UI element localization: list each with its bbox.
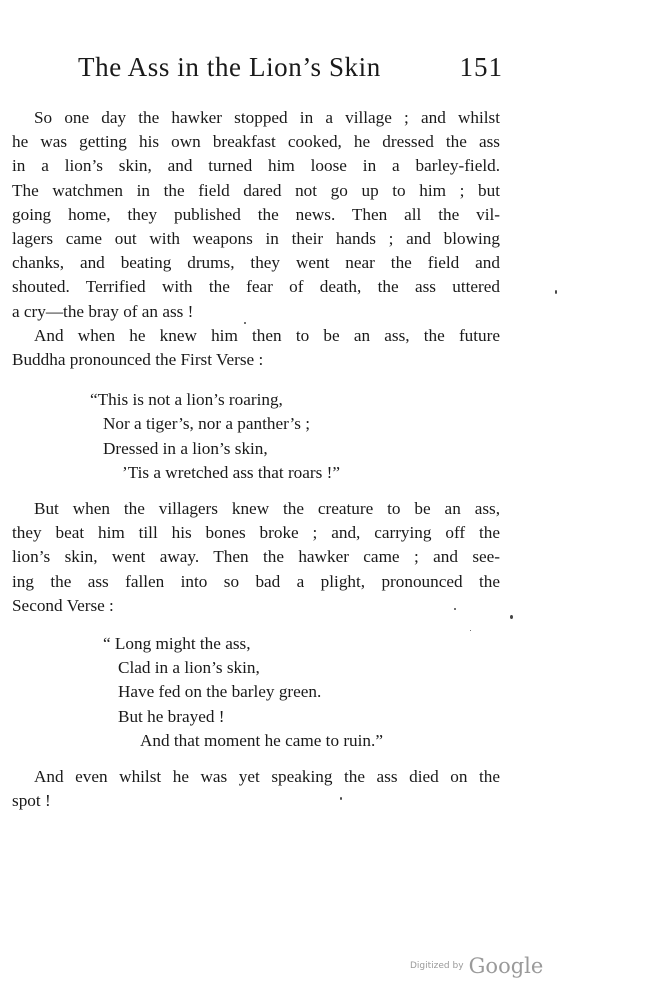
text-line: lagers came out with weapons in their hands ; and blowing <box>12 229 500 249</box>
page-title: The Ass in the Lion’s Skin <box>78 52 381 82</box>
verse-line: Nor a tiger’s, nor a panther’s ; <box>103 414 310 434</box>
scan-speck <box>510 615 513 619</box>
text-line: But when the villagers knew the creature to be an ass, <box>34 499 500 519</box>
text-line: they beat him till his bones broke ; and, carrying off the <box>12 523 500 543</box>
paragraph-2 <box>12 324 500 372</box>
text-line: going home, they published the news. Then all the vil- <box>12 204 500 224</box>
text-line: chanks, and beating drums, they went near the field and <box>12 253 500 273</box>
verse-line: Have fed on the barley green. <box>118 682 322 702</box>
verse-line: “This is not a lion’s roaring, <box>90 390 283 410</box>
text-line: ing the ass fallen into so bad a plight, pronounced the <box>12 571 500 591</box>
paragraph-3 <box>12 497 500 618</box>
text-line: he was getting his own breakfast cooked, he dressed the ass <box>12 132 500 152</box>
scan-speck <box>555 290 557 294</box>
text-line: a cry—the bray of an ass ! <box>12 301 194 321</box>
first-verse <box>12 388 500 485</box>
text-line: And when he knew him then to be an ass, the future <box>34 325 500 345</box>
verse-line: And that moment he came to ruin.” <box>140 730 383 750</box>
digitized-by-label: Digitized by <box>410 961 464 971</box>
body-text <box>12 106 500 813</box>
text-line: The watchmen in the field dared not go up to him ; but <box>12 180 500 200</box>
text-line: Buddha pronounced the First Verse : <box>12 350 264 370</box>
paragraph-4 <box>12 765 500 813</box>
text-line: Second Verse : <box>12 595 114 615</box>
verse-line: Clad in a lion’s skin, <box>118 658 260 678</box>
page-number: 151 <box>459 52 503 82</box>
scan-speck <box>454 608 456 610</box>
google-logo: Google <box>468 954 544 978</box>
text-line: spot ! <box>12 791 51 811</box>
second-verse <box>12 632 500 753</box>
text-line: lion’s skin, went away. Then the hawker came ; and see- <box>12 547 500 567</box>
verse-line: ’Tis a wretched ass that roars !” <box>122 462 340 482</box>
scan-speck <box>340 797 342 800</box>
text-line: in a lion’s skin, and turned him loose in a barley-field. <box>12 156 500 176</box>
verse-line: “ Long might the ass, <box>103 634 251 654</box>
paragraph-1 <box>12 106 500 324</box>
text-line: shouted. Terrified with the fear of death, the ass uttered <box>12 277 500 297</box>
text-line: So one day the hawker stopped in a village ; and whilst <box>34 108 500 127</box>
scan-speck <box>470 630 471 631</box>
google-watermark <box>410 954 543 978</box>
running-header <box>0 52 645 92</box>
scan-speck <box>244 322 246 324</box>
text-line: And even whilst he was yet speaking the ass died on the <box>34 767 500 787</box>
verse-line: Dressed in a lion’s skin, <box>103 438 268 458</box>
verse-line: But he brayed ! <box>118 706 225 726</box>
